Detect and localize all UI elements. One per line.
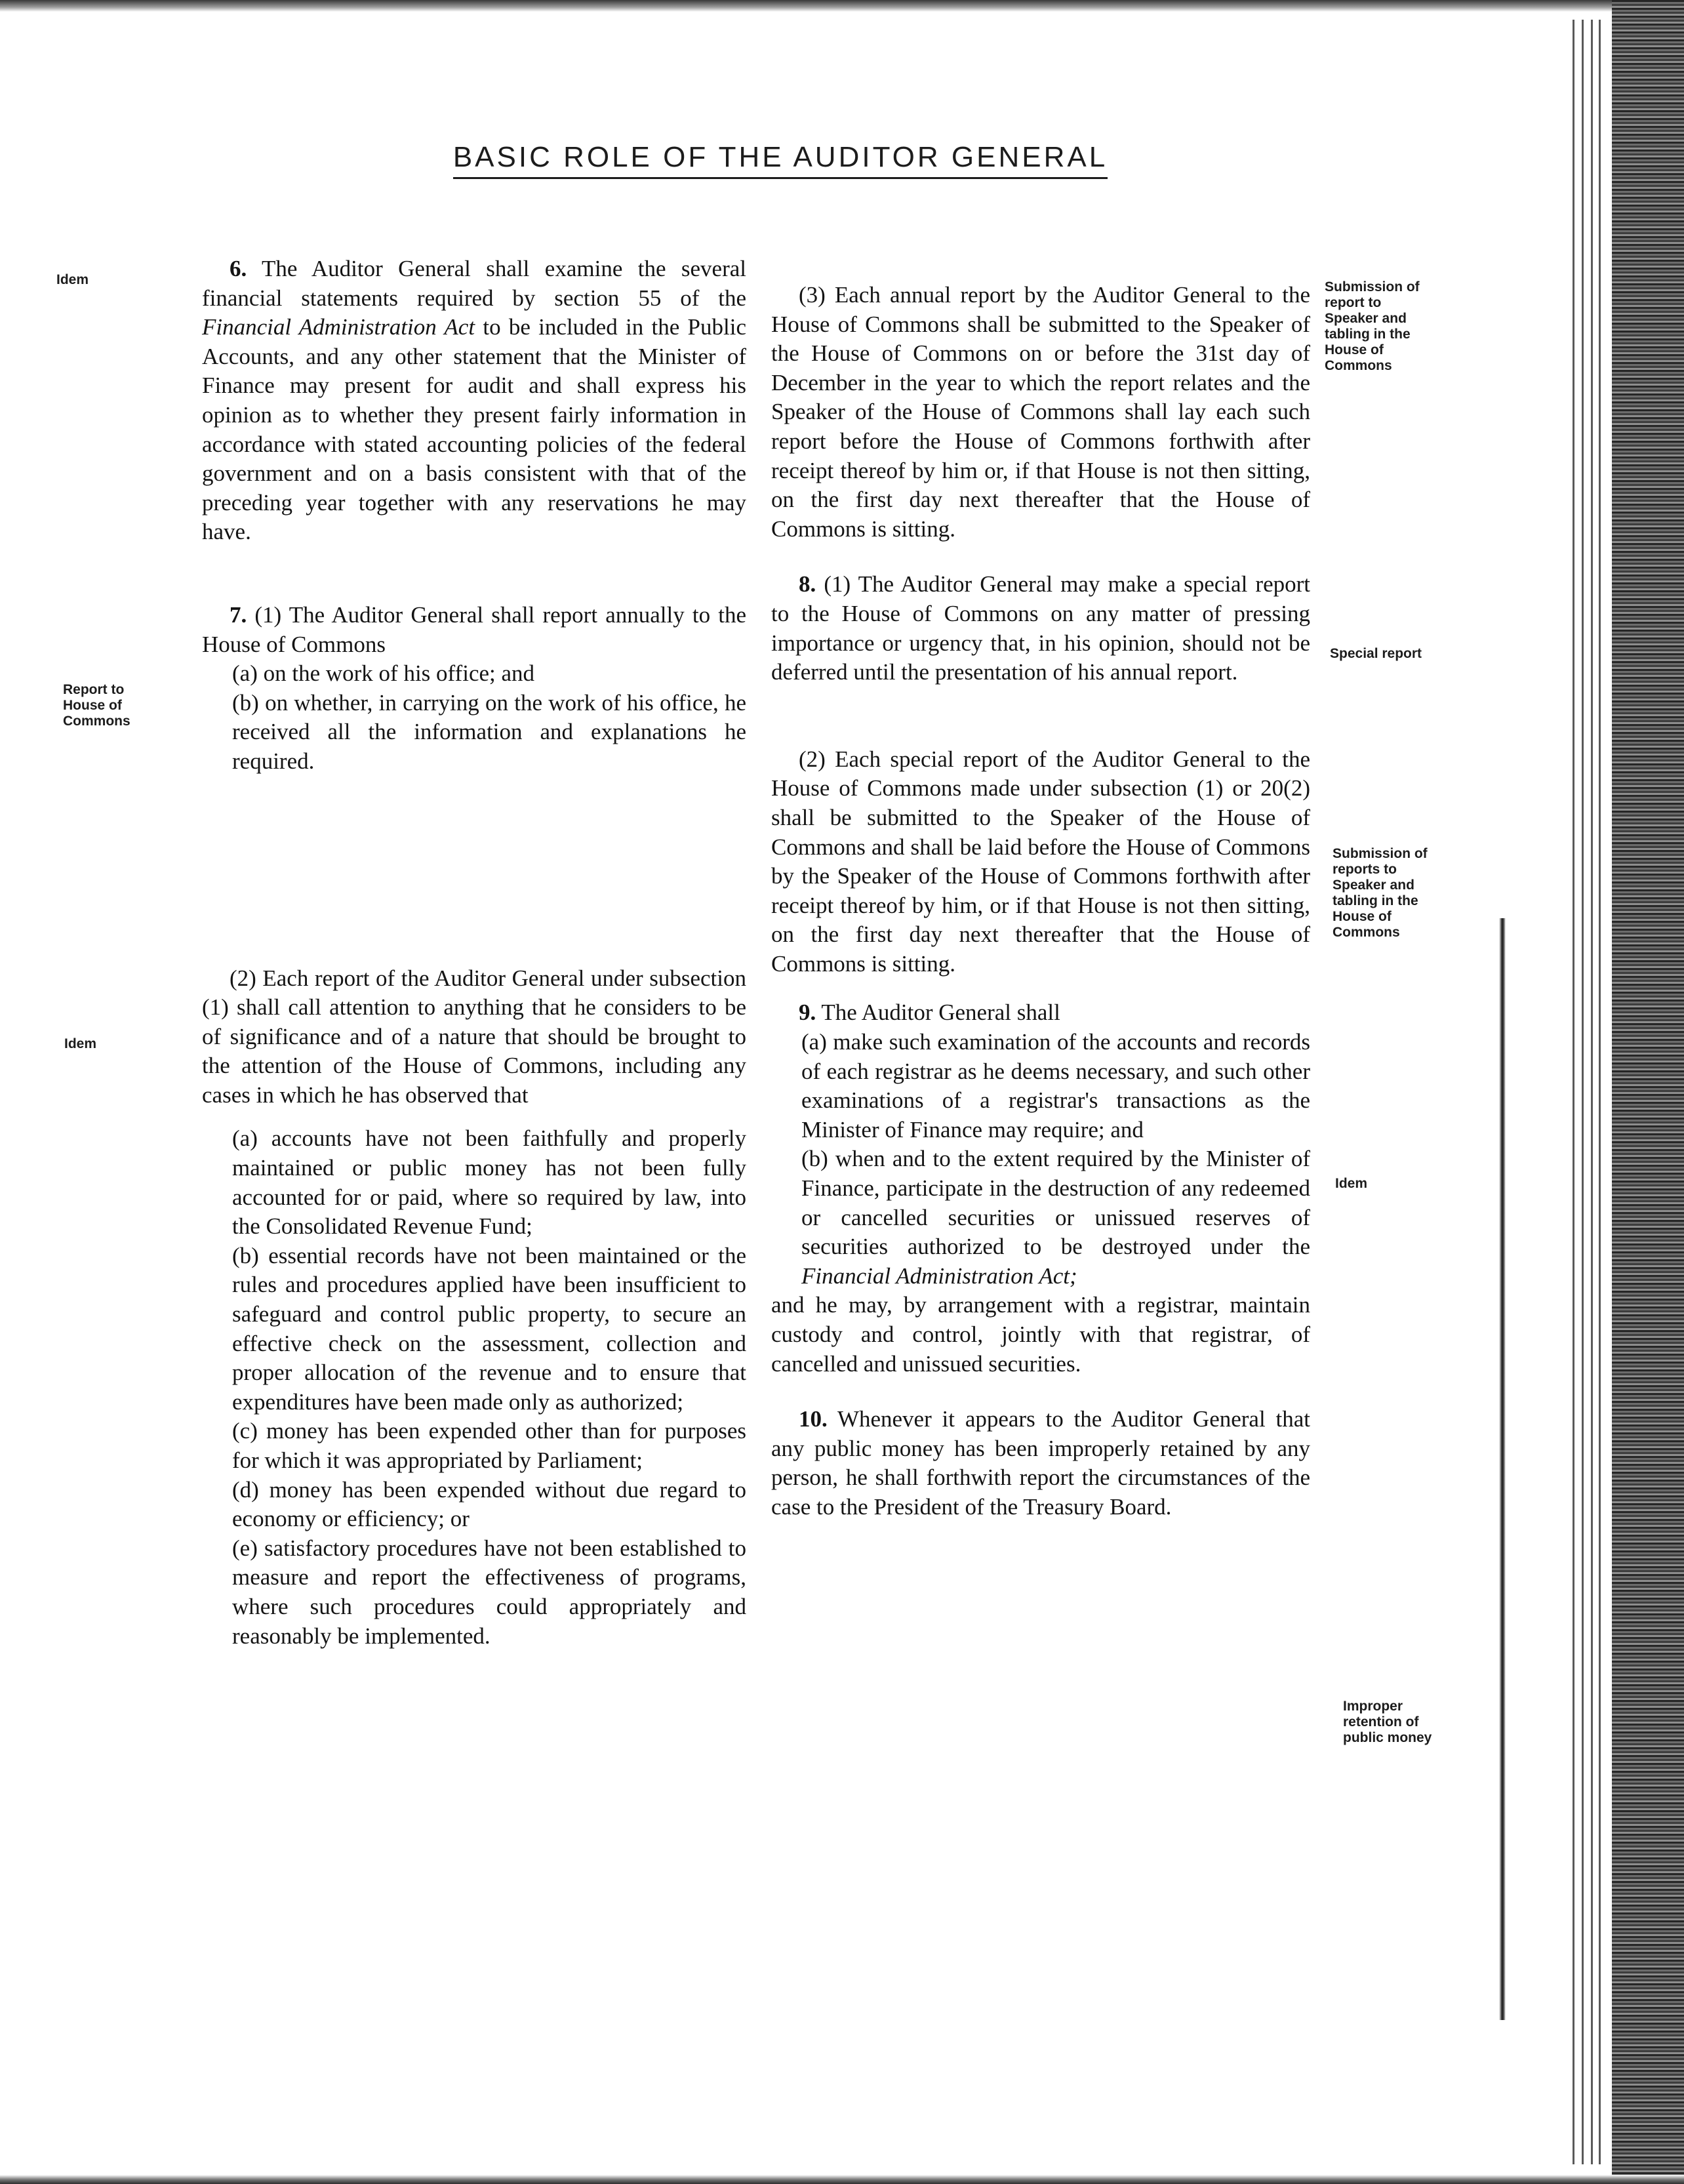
scan-edge-bottom bbox=[0, 2175, 1684, 2184]
margin-note-s7-3: Submission of report to Speaker and tabling in the House of Commons bbox=[1325, 279, 1420, 373]
page-stack-line bbox=[1599, 20, 1601, 2164]
section-7-2-e: (e) satisfactory procedures have not been established to measure and report the effectiveness of programs, where such procedures could appropriately and reasonably be implemented. bbox=[232, 1535, 746, 1649]
section-7-2-c: (c) money has been expended other than for purposes for which it was appropriated by Parliament; bbox=[232, 1418, 746, 1473]
section-9-b: (b) when and to the extent required by the Minister of Finance, participate in the destruction of any redeemed or cancelled securities or unissued reserves of securities authorized to be destroyed under the Financial Administration Act; bbox=[801, 1146, 1310, 1289]
section-7-1-a: (a) on the work of his office; and bbox=[232, 660, 535, 687]
section-7-2: (2) Each report of the Auditor General under subsection (1) shall call attention to anything that he considers to be of significance and of a nature that should be brought to the attention of the House of Commons, including any cases in which he has observed that bbox=[202, 965, 746, 1108]
margin-note-s8-2: Submission of reports to Speaker and tabling in the House of Commons bbox=[1333, 846, 1428, 940]
section-7-2-b: (b) essential records have not been maintained or the rules and procedures applied have been insufficient to safeguard and control public property, to secure an effective check on the assessment, collection and proper allocation of the revenue and to ensure that expenditures have been made only as authorized; bbox=[232, 1242, 746, 1415]
section-9: 9. The Auditor General shall bbox=[799, 1000, 1060, 1026]
page-curl-shadow bbox=[1499, 918, 1506, 2020]
section-10: 10. Whenever it appears to the Auditor General that any public money has been improperly retained by any person, he shall forthwith report the circumstances of the case to the President of the Treasury Board. bbox=[771, 1406, 1310, 1520]
book-edge-right bbox=[1612, 0, 1684, 2184]
section-7-2-a: (a) accounts have not been faithfully and properly maintained or public money has not been fully accounted for or paid, where so required by law, into the Consolidated Revenue Fund; bbox=[232, 1125, 746, 1240]
page-title: BASIC ROLE OF THE AUDITOR GENERAL bbox=[0, 141, 1561, 174]
section-7-2-d: (d) money has been expended without due regard to economy or efficiency; or bbox=[232, 1476, 746, 1532]
left-column bbox=[202, 254, 746, 1651]
section-7-1: 7. (1) The Auditor General shall report annually to the House of Commons bbox=[202, 601, 746, 657]
scan-edge-top bbox=[0, 0, 1684, 12]
section-7-3: (3) Each annual report by the Auditor General to the House of Commons shall be submitted to the Speaker of the House of Commons on or before the 31st day of December in the year to which the report relates and the Speaker of the House of Commons shall lay each such report before the House of Commons forthwith after receipt thereof by him or, if that House is not then sitting, on the first day next thereafter that the House of Commons is sitting. bbox=[771, 282, 1310, 542]
section-8-1: 8. (1) The Auditor General may make a special report to the House of Commons on any matter of pressing importance or urgency that, in his opinion, should not be deferred until the presentation of his annual report. bbox=[771, 571, 1310, 685]
section-6: 6. The Auditor General shall examine the several financial statements required by section 55 of the Financial Administration Act to be included in the Public Accounts, and any other statement that the Minister of Finance may present for audit and shall express his opinion as to whether they present fairly information in accordance with stated accounting policies of the federal government and on a basis consistent with that of the preceding year together with any reservations he may have. bbox=[202, 256, 746, 545]
right-column bbox=[771, 281, 1310, 1522]
section-8-2: (2) Each special report of the Auditor General to the House of Commons made under subsection (1) or 20(2) shall be submitted to the Speaker of the House of Commons and shall be laid before the House of Commons by the Speaker of the House of Commons forthwith after receipt thereof by him, or if that House is not then sitting, on the first day next thereafter that the House of Commons is sitting. bbox=[771, 746, 1310, 977]
section-9-a: (a) make such examination of the accounts and records of each registrar as he deems necessary, and such other examinations of a registrar's transactions as the Minister of Finance may require; and bbox=[801, 1029, 1310, 1143]
section-7-1-b: (b) on whether, in carrying on the work of his office, he received all the information and explanations he required. bbox=[232, 689, 746, 774]
margin-note-s7-1: Report to House of Commons bbox=[63, 682, 130, 729]
margin-note-s6: Idem bbox=[56, 272, 89, 287]
margin-note-s9: Idem bbox=[1335, 1176, 1368, 1191]
margin-note-s10: Improper retention of public money bbox=[1343, 1699, 1432, 1745]
margin-note-s7-2: Idem bbox=[64, 1036, 97, 1051]
page-stack-line bbox=[1591, 20, 1593, 2164]
margin-note-s8-1: Special report bbox=[1330, 646, 1422, 661]
page-stack-line bbox=[1582, 20, 1584, 2164]
section-9-tail: and he may, by arrangement with a registrar, maintain custody and control, jointly with that registrar, of cancelled and unissued securities. bbox=[771, 1292, 1310, 1377]
page-stack-line bbox=[1573, 20, 1574, 2164]
